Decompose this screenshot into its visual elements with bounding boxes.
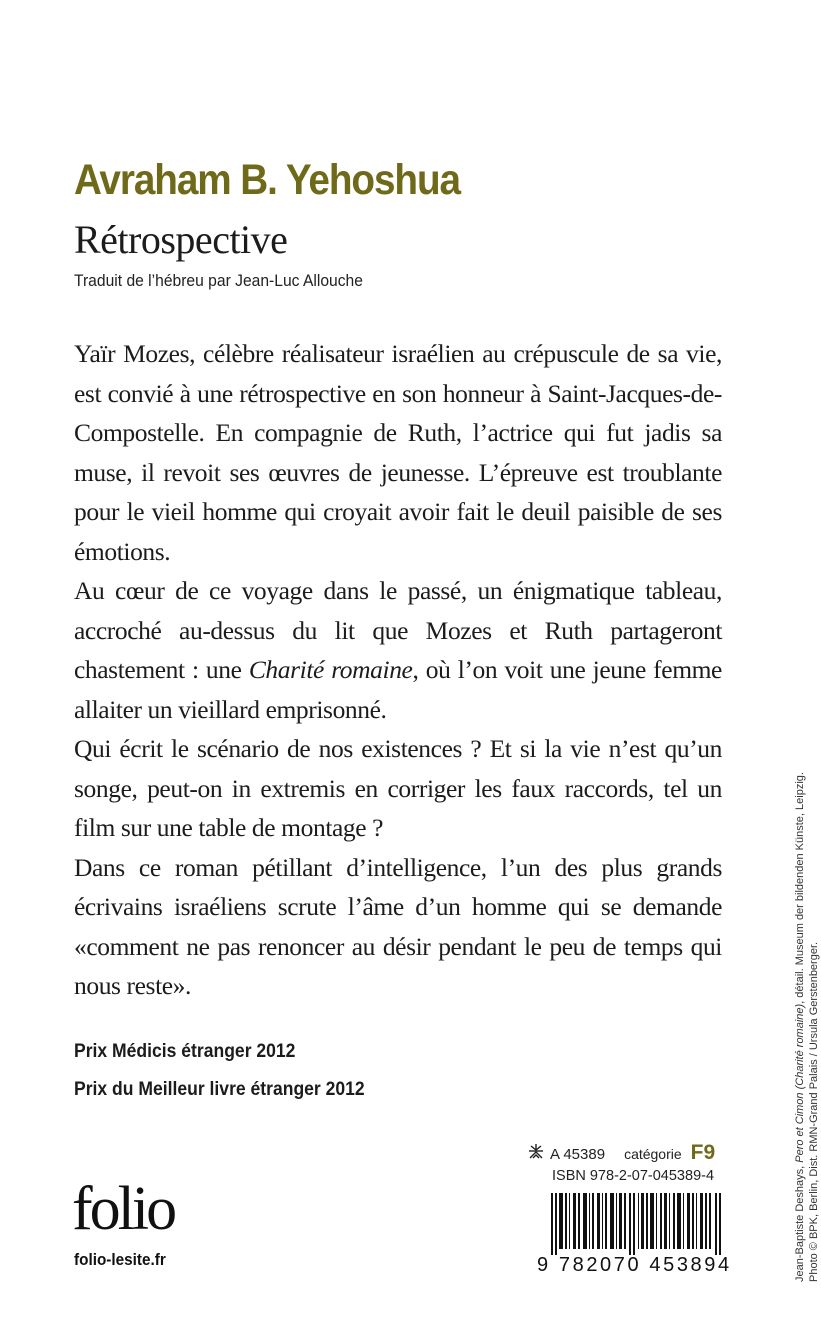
artwork-title: Charité romaine xyxy=(248,655,413,684)
award-medicis: Prix Médicis étranger 2012 xyxy=(74,1040,296,1062)
blurb-paragraph-2 xyxy=(74,571,722,729)
author-name: Avraham B. Yehoshua xyxy=(74,156,460,204)
catalog-code-line xyxy=(527,1141,723,1165)
blurb-paragraph-3: Qui écrit le scénario de nos existences ? Et si la vie n’est qu’un songe, peut-on in extremis en corriger les faux raccords, tel un film sur une table de montage ? xyxy=(74,734,722,842)
category-value: F9 xyxy=(690,1141,716,1164)
credit-line-2: Photo © BPK, Berlin, Dist. RMN-Grand Palais / Ursula Gerstenberger. xyxy=(808,941,820,1282)
category-label: catégorie xyxy=(624,1146,682,1162)
isbn: ISBN 978-2-07-045389-4 xyxy=(552,1168,715,1184)
back-cover-blurb xyxy=(74,334,722,1006)
publisher-website: folio-lesite.fr xyxy=(74,1250,166,1269)
book-title: Rétrospective xyxy=(74,217,288,262)
folio-logo: folio xyxy=(72,1175,175,1243)
image-credits xyxy=(793,692,821,1282)
translator-credit: Traduit de l’hébreu par Jean-Luc Allouche xyxy=(74,271,363,290)
barcode-number: 9 782070 453894 xyxy=(537,1254,732,1276)
credit-text: Jean-Baptiste Deshays, xyxy=(794,1162,806,1282)
blurb-paragraph-1: Yaïr Mozes, célèbre réalisateur israélien au crépuscule de sa vie, est convié à une rétrospective en son honneur à Saint-Jacques-de-Compostelle. En compagnie de Ruth, l’actrice qui fut jadis sa muse, il revoit ses œuvres de jeunesse. L’épreuve est troublante pour le vieil homme qui croyait avoir fait le deuil paisible de ses émotions. xyxy=(74,339,722,566)
credit-artwork-title: Pero et Cimon (Charité romaine) xyxy=(794,1003,806,1163)
barcode xyxy=(551,1193,721,1255)
blurb-text: , où l’on voit une jeune femme allaiter un vieillard emprisonné. xyxy=(74,655,722,724)
catalog-code: A 45389 xyxy=(550,1146,606,1163)
credit-line-1 xyxy=(793,692,807,1282)
credit-text: , détail. Museum der bildenden Künste, Leipzig. xyxy=(794,772,806,1004)
gallimard-symbol-icon xyxy=(527,1143,545,1164)
award-meilleur-livre: Prix du Meilleur livre étranger 2012 xyxy=(74,1078,365,1100)
blurb-text: Au cœur de ce voyage dans le passé, un énigmatique tableau, accroché au-dessus du lit que Mozes et Ruth partageront chastement : une xyxy=(74,576,722,684)
blurb-paragraph-4: Dans ce roman pétillant d’intelligence, l’un des plus grands écrivains israéliens scrute l’âme d’un homme qui se demande «comment ne pas renoncer au désir pendant le peu de temps qui nous reste». xyxy=(74,852,722,1000)
awards-list xyxy=(74,1040,365,1116)
